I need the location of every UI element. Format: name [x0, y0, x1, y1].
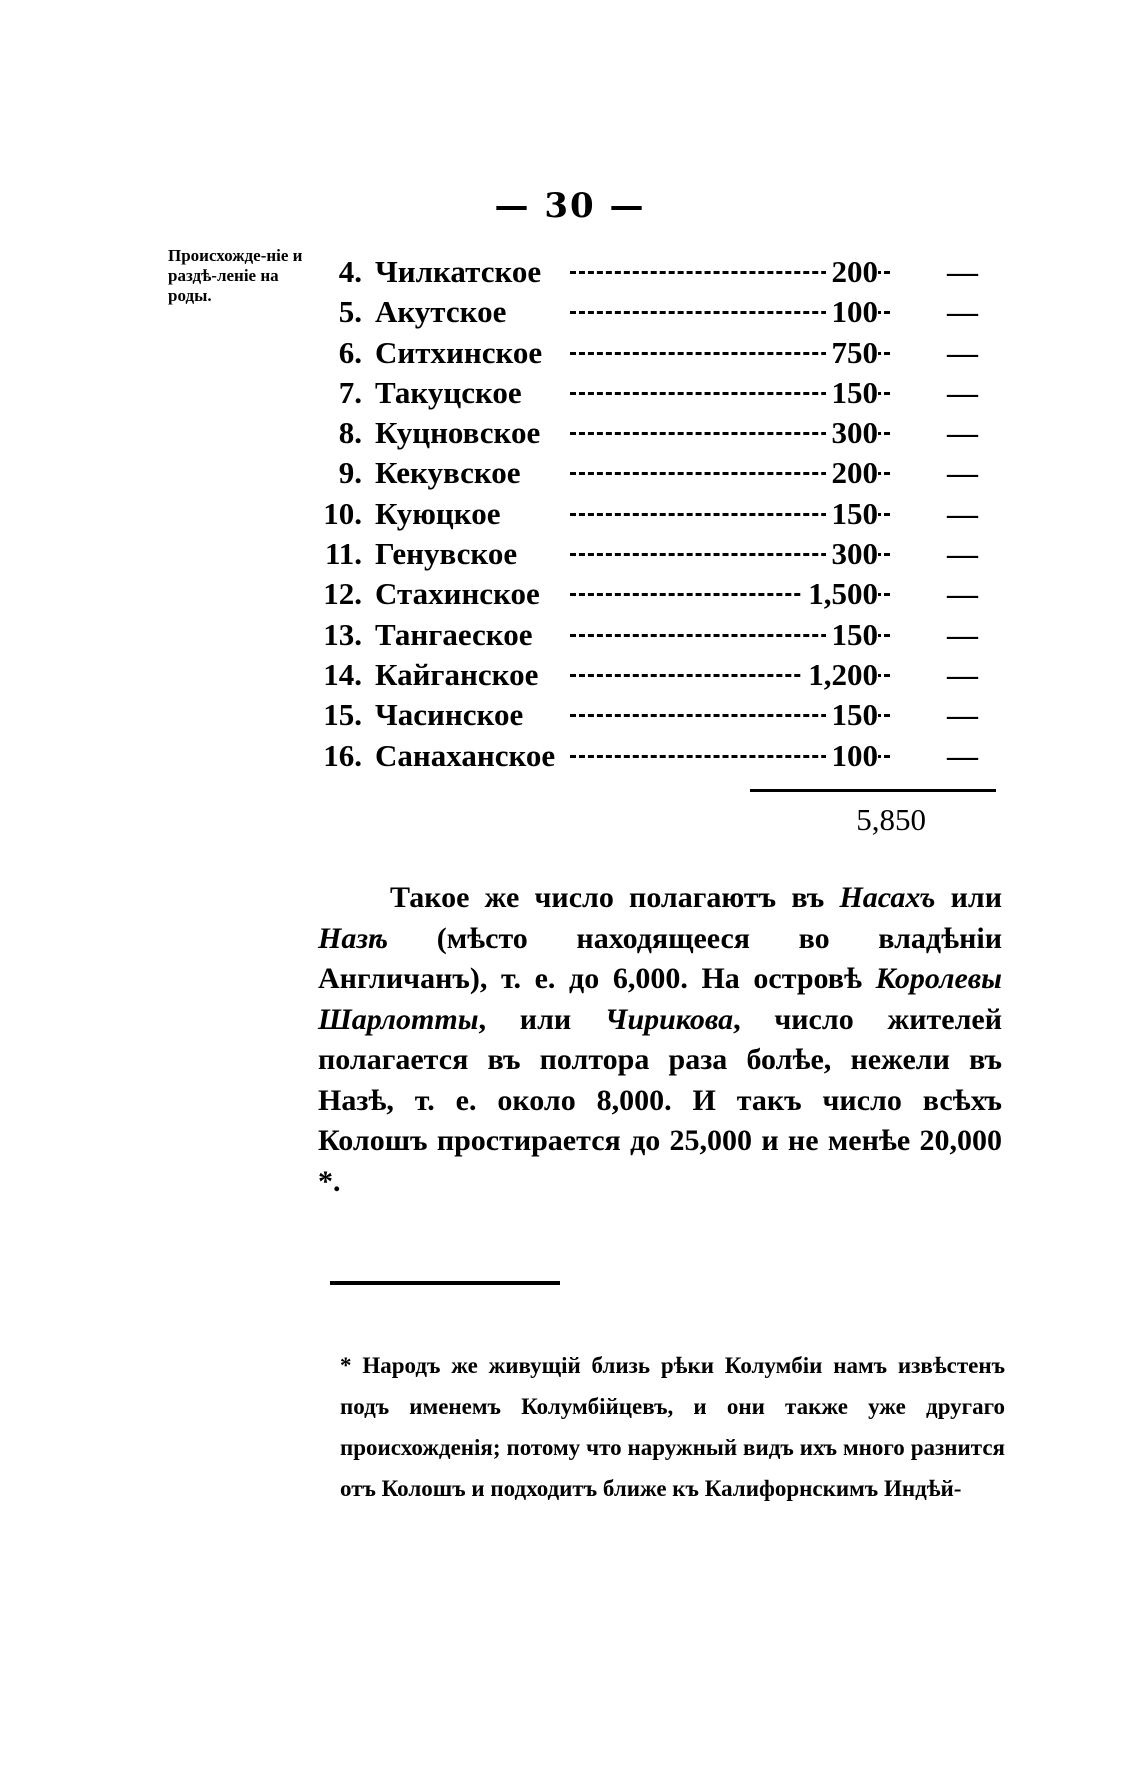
tribe-number: 10. — [323, 495, 362, 531]
tribe-number: 16. — [323, 737, 362, 773]
tribe-name: Акутское — [375, 294, 507, 330]
place-naz: Назѣ — [318, 921, 389, 955]
tribe-row — [300, 736, 1000, 776]
row-tail-dash: — — [947, 656, 978, 692]
tribe-row — [300, 695, 1000, 735]
row-tail-dash: — — [947, 455, 978, 491]
tribe-row — [300, 494, 1000, 534]
tribe-number: 6. — [338, 334, 362, 370]
tribe-population: 300 — [826, 534, 879, 574]
row-tail-dash: — — [947, 616, 978, 652]
place-queen-charlotte: Королевы Шарлотты — [318, 962, 1002, 1036]
row-tail-dash: — — [947, 536, 978, 572]
tribe-number: 8. — [338, 415, 362, 451]
tribe-population: 100 — [826, 736, 879, 776]
row-tail-dash: — — [947, 415, 978, 451]
tribe-row — [300, 413, 1000, 453]
row-tail-dash: — — [947, 737, 978, 773]
tribe-name: Такуцское — [375, 374, 522, 410]
tribe-table — [300, 252, 1000, 776]
tribe-number: 15. — [323, 697, 362, 733]
tribe-name: Тангаеское — [375, 616, 533, 652]
tribe-name: Чилкатское — [375, 254, 542, 289]
tribe-row — [300, 655, 1000, 695]
tribe-number: 14. — [323, 656, 362, 692]
tribe-population: 1,200 — [802, 655, 878, 695]
tribe-name: Кайганское — [375, 656, 539, 692]
tribe-population: 1,500 — [802, 574, 878, 614]
tribe-name: Санаханское — [375, 737, 556, 773]
tribe-population: 750 — [826, 333, 879, 373]
tribe-row — [300, 292, 1000, 332]
tribe-name: Куюцкое — [375, 495, 501, 531]
tribe-population: 200 — [826, 453, 879, 493]
tribe-row — [300, 574, 1000, 614]
row-tail-dash: — — [947, 254, 978, 289]
tribe-number: 12. — [323, 576, 362, 612]
tribe-population: 200 — [826, 252, 879, 292]
tribe-population: 100 — [826, 292, 879, 332]
paragraph-text-2: или — [935, 881, 1002, 914]
footnote-rule — [330, 1281, 560, 1285]
row-tail-dash: — — [947, 576, 978, 612]
footnote: * Народъ же живущій близь рѣки Колумбіи намъ извѣстенъ подъ именемъ Колумбійцевъ, и они также уже другаго происхожденія; потому что наружный видъ ихъ много разнится отъ Колошъ и подходитъ ближе къ Калифорнскимъ Индѣй- — [340, 1353, 1005, 1501]
row-tail-dash: — — [947, 374, 978, 410]
row-tail-dash: — — [947, 495, 978, 531]
tribe-row — [300, 615, 1000, 655]
paragraph-text-3: (мѣсто находящееся во владѣніи Англичанъ), т. е. до 6,000. На островѣ — [318, 921, 1002, 995]
total-value: 5,850 — [856, 802, 926, 837]
sum-rule — [750, 789, 996, 792]
tribe-number: 7. — [338, 374, 362, 410]
tribe-name: Кекувское — [375, 455, 521, 491]
paragraph-text-5: , число жителей полагается въ полтора раза болѣе, нежели въ Назѣ, т. е. около 8,000. И такъ число всѣхъ Колошъ простирается до 25,000 и не менѣе 20,000 *. — [318, 1002, 1003, 1198]
row-tail-dash: — — [947, 697, 978, 733]
margin-note: Происхожде-ніе и раздѣ-леніе на роды. — [168, 246, 303, 305]
tribe-number: 9. — [338, 455, 362, 491]
tribe-population: 150 — [826, 373, 879, 413]
tribe-name: Куцновское — [375, 415, 541, 451]
tribe-row — [300, 534, 1000, 574]
row-tail-dash: — — [947, 294, 978, 330]
tribe-row — [300, 333, 1000, 373]
tribe-name: Ситхинское — [375, 334, 543, 370]
tribe-number: 5. — [338, 294, 362, 330]
paragraph-text-1: Такое же число полагаютъ въ — [390, 881, 840, 914]
page-number: — 30 — — [494, 186, 646, 226]
tribe-name: Часинское — [375, 697, 524, 733]
tribe-population: 150 — [826, 695, 879, 735]
tribe-number: 11. — [324, 536, 362, 572]
row-tail-dash: — — [947, 334, 978, 370]
tribe-population: 150 — [826, 615, 879, 655]
tribe-population: 150 — [826, 494, 879, 534]
tribe-number: 4. — [338, 254, 362, 289]
place-chirikov: Чирикова — [605, 1002, 734, 1036]
tribe-name: Генувское — [375, 536, 518, 572]
place-nasakh: Насахъ — [839, 881, 936, 914]
paragraph-text-4: , или — [478, 1002, 605, 1036]
tribe-row — [300, 453, 1000, 493]
tribe-population: 300 — [826, 413, 879, 453]
tribe-row — [300, 373, 1000, 413]
tribe-row — [300, 252, 1000, 292]
main-paragraph — [318, 878, 1002, 1202]
tribe-name: Стахинское — [375, 576, 540, 612]
tribe-number: 13. — [323, 616, 362, 652]
